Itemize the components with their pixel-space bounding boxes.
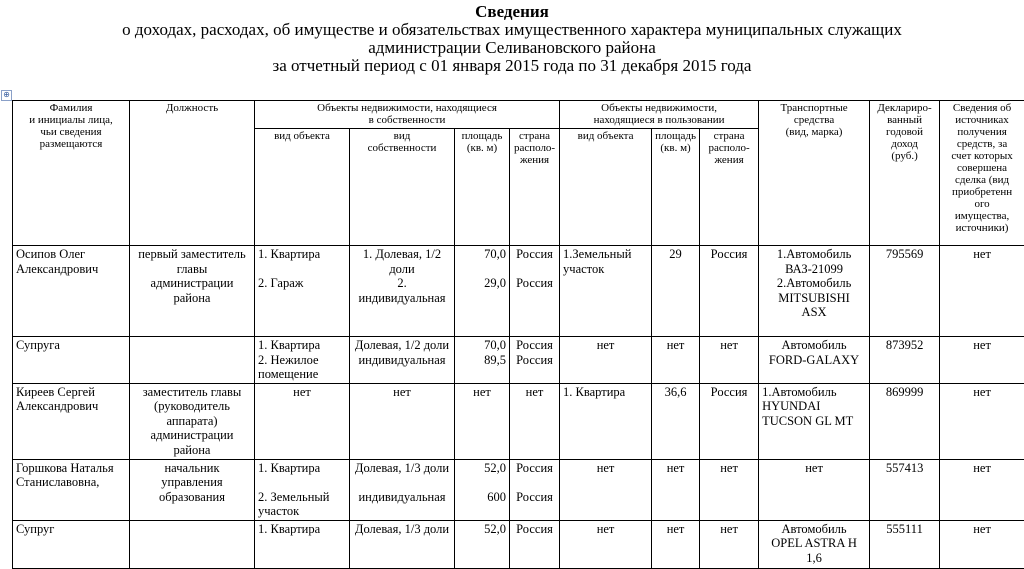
header-owned-type: вид объекта (255, 129, 350, 246)
table-row (13, 520, 1024, 568)
cell-sources: нет (940, 383, 1024, 459)
header-used-country: страна располо- жения (700, 129, 759, 246)
cell-used-country: Россия (700, 246, 759, 337)
cell-used-area: 36,6 (652, 383, 700, 459)
header-vehicles: Транспортные средства (вид, марка) (759, 101, 870, 246)
cell-owned-area: нет (455, 383, 510, 459)
header-used: Объекты недвижимости, находящиеся в пользовании (560, 101, 759, 129)
header-position: Должность (130, 101, 255, 246)
cell-owned-country: Россия Россия (510, 459, 560, 520)
table-row (13, 459, 1024, 520)
table-row (13, 337, 1024, 384)
cell-name: Горшкова Наталья Станиславовна, (13, 459, 130, 520)
cell-owned-type: 1. Квартира (255, 520, 350, 568)
cell-position: заместитель главы (руководитель аппарата) администрации района (130, 383, 255, 459)
header-used-type: вид объекта (560, 129, 652, 246)
cell-used-area: нет (652, 520, 700, 568)
declaration-table (12, 100, 1024, 569)
cell-income: 795569 (870, 246, 940, 337)
header-owned-country: страна располо- жения (510, 129, 560, 246)
cell-owned-area: 70,0 29,0 (455, 246, 510, 337)
header-name: Фамилия и инициалы лица, чьи сведения размещаются (13, 101, 130, 246)
cell-used-area: нет (652, 459, 700, 520)
cell-used-area: нет (652, 337, 700, 384)
cell-vehicles: нет (759, 459, 870, 520)
cell-income: 873952 (870, 337, 940, 384)
title-subtitle-line2: администрации Селивановского района (0, 39, 1024, 57)
table-move-handle-icon[interactable]: ⊕ (1, 90, 12, 101)
cell-owned-type: 1. Квартира 2. Гараж (255, 246, 350, 337)
cell-used-type: 1.Земельный участок (560, 246, 652, 337)
table-row (13, 246, 1024, 337)
cell-used-area: 29 (652, 246, 700, 337)
cell-vehicles: 1.Автомобиль HYUNDAI TUCSON GL MT (759, 383, 870, 459)
cell-used-type: нет (560, 520, 652, 568)
cell-position (130, 520, 255, 568)
cell-owned-type: 1. Квартира 2. Земельный участок (255, 459, 350, 520)
cell-owned-type: нет (255, 383, 350, 459)
cell-owned-area: 70,0 89,5 (455, 337, 510, 384)
header-sources: Сведения об источниках получения средств, за счет которых совершена сделка (вид приобретенн ого имущества, источники) (940, 101, 1024, 246)
cell-used-type: 1. Квартира (560, 383, 652, 459)
cell-owned-country: Россия (510, 520, 560, 568)
cell-position: первый заместитель главы администрации района (130, 246, 255, 337)
cell-owned-ownership: Долевая, 1/2 доли индивидуальная (350, 337, 455, 384)
header-income: Деклариро- ванный годовой доход (руб.) (870, 101, 940, 246)
table-row (13, 383, 1024, 459)
cell-position (130, 337, 255, 384)
cell-income: 557413 (870, 459, 940, 520)
cell-owned-area: 52,0 600 (455, 459, 510, 520)
cell-name: Киреев Сергей Александрович (13, 383, 130, 459)
cell-name: Осипов Олег Александрович (13, 246, 130, 337)
cell-income: 869999 (870, 383, 940, 459)
cell-used-country: нет (700, 459, 759, 520)
cell-owned-type: 1. Квартира 2. Нежилое помещение (255, 337, 350, 384)
cell-income: 555111 (870, 520, 940, 568)
cell-used-country: нет (700, 520, 759, 568)
cell-sources: нет (940, 337, 1024, 384)
cell-name: Супруг (13, 520, 130, 568)
cell-owned-country: нет (510, 383, 560, 459)
cell-name: Супруга (13, 337, 130, 384)
document-title (0, 3, 1024, 75)
cell-used-type: нет (560, 459, 652, 520)
cell-vehicles: Автомобиль FORD-GALAXY (759, 337, 870, 384)
cell-position: начальник управления образования (130, 459, 255, 520)
cell-vehicles: Автомобиль OPEL ASTRA H 1,6 (759, 520, 870, 568)
title-heading: Сведения (0, 3, 1024, 21)
cell-owned-area: 52,0 (455, 520, 510, 568)
title-subtitle-line1: о доходах, расходах, об имуществе и обязательствах имущественного характера муниципальных служащих (0, 21, 1024, 39)
cell-used-type: нет (560, 337, 652, 384)
header-owned-area: площадь (кв. м) (455, 129, 510, 246)
cell-sources: нет (940, 246, 1024, 337)
cell-owned-country: Россия Россия (510, 246, 560, 337)
cell-owned-country: Россия Россия (510, 337, 560, 384)
cell-owned-ownership: 1. Долевая, 1/2 доли 2. индивидуальная (350, 246, 455, 337)
header-used-area: площадь (кв. м) (652, 129, 700, 246)
cell-sources: нет (940, 520, 1024, 568)
cell-owned-ownership: Долевая, 1/3 доли (350, 520, 455, 568)
header-owned-ownership: вид собственности (350, 129, 455, 246)
cell-owned-ownership: Долевая, 1/3 доли индивидуальная (350, 459, 455, 520)
cell-used-country: нет (700, 337, 759, 384)
cell-sources: нет (940, 459, 1024, 520)
cell-owned-ownership: нет (350, 383, 455, 459)
cell-used-country: Россия (700, 383, 759, 459)
header-owned: Объекты недвижимости, находящиеся в собственности (255, 101, 560, 129)
title-period: за отчетный период с 01 января 2015 года по 31 декабря 2015 года (0, 57, 1024, 75)
cell-vehicles: 1.Автомобиль ВАЗ-21099 2.Автомобиль MITSUBISHI ASX (759, 246, 870, 337)
